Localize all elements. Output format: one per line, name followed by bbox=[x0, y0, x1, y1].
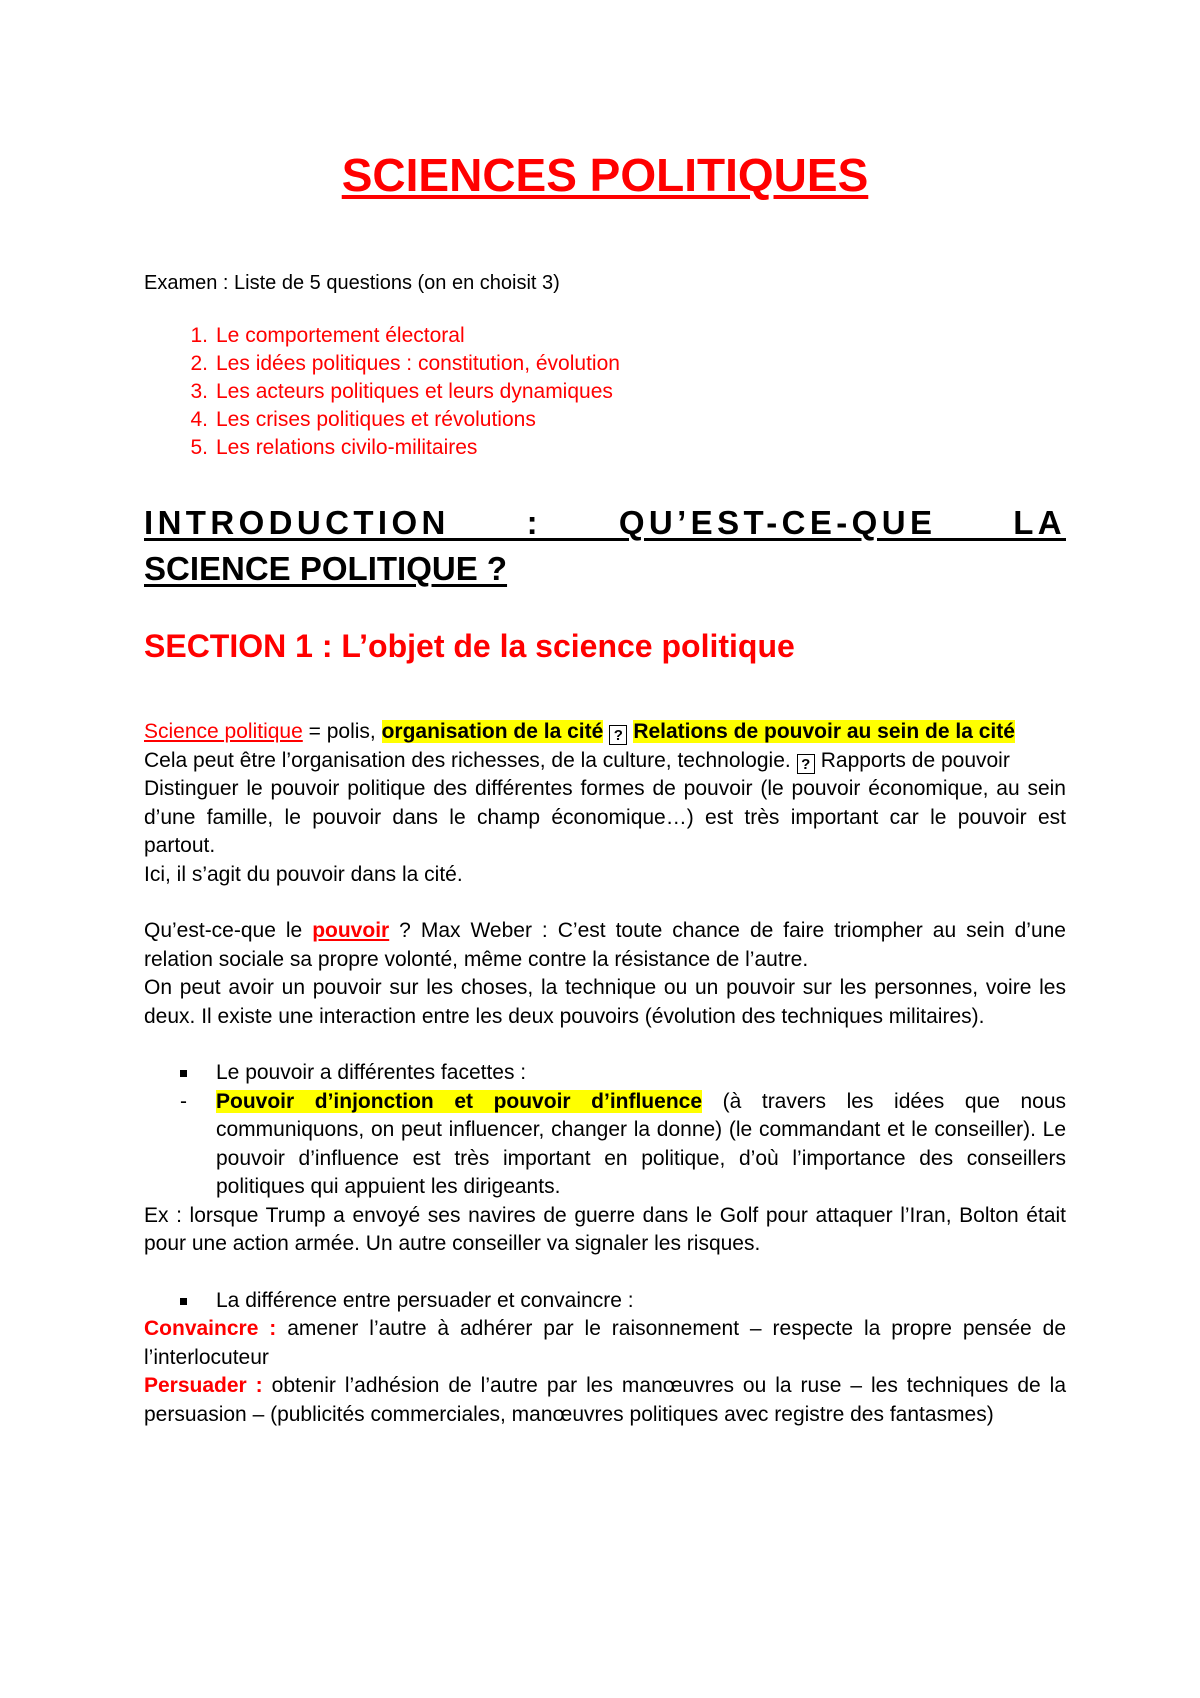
document-page bbox=[144, 0, 1066, 1698]
term-science-politique: Science politique bbox=[144, 720, 303, 743]
paragraph: Persuader : obtenir l’adhésion de l’autre par les manœuvres ou la ruse – les techniques de la persuasion – (publicités commerciales, manœuvres politiques avec registre des fantasmes) bbox=[144, 1374, 1066, 1426]
list-item: 2. Les idées politiques : constitution, évolution bbox=[190, 352, 620, 375]
highlight: Relations de pouvoir au sein de la cité bbox=[633, 720, 1015, 743]
square-bullet-icon bbox=[180, 1298, 187, 1305]
paragraph: Science politique = polis, organisation de la cité ? Relations de pouvoir au sein de la cité bbox=[144, 720, 1015, 744]
question-list bbox=[144, 322, 620, 462]
list-item: 3. Les acteurs politiques et leurs dynamiques bbox=[190, 380, 613, 403]
paragraph: Qu’est-ce-que le pouvoir ? Max Weber : C’est toute chance de faire triompher au sein d’une relation sociale sa propre volonté, même contre la résistance de l’autre. bbox=[144, 919, 1066, 971]
introduction-heading: INTRODUCTION : QU’EST-CE-QUE LA SCIENCE POLITIQUE ? bbox=[144, 504, 1066, 587]
bullet-item: Le pouvoir a différentes facettes : bbox=[144, 1059, 1066, 1088]
missing-glyph-icon: ? bbox=[797, 754, 815, 774]
dash-item: - Pouvoir d’injonction et pouvoir d’influence (à travers les idées que nous communiquons, on peut influencer, changer la donne) (le commandant et le conseiller). Le pouvoir d’influence est très important en politique, d’où l’importance des conseillers politiques qui appuient les dirigeants. bbox=[180, 1089, 1066, 1198]
bullet-item: La différence entre persuader et convaincre : bbox=[144, 1287, 1066, 1316]
term-persuader: Persuader : bbox=[144, 1374, 263, 1397]
paragraph: On peut avoir un pouvoir sur les choses, la technique ou un pouvoir sur les personnes, voire les deux. Il existe une interaction entre les deux pouvoirs (évolution des techniques militaires). bbox=[144, 976, 1066, 1028]
document-body bbox=[144, 718, 1066, 1429]
paragraph: Ex : lorsque Trump a envoyé ses navires de guerre dans le Golf pour attaquer l’Iran, Bolton était pour une action armée. Un autre conseiller va signaler les risques. bbox=[144, 1203, 1066, 1255]
document-title: SCIENCES POLITIQUES bbox=[341, 149, 869, 201]
term-pouvoir: pouvoir bbox=[312, 919, 390, 942]
paragraph: Cela peut être l’organisation des richesses, de la culture, technologie. ? Rapports de pouvoir bbox=[144, 748, 1010, 773]
highlight: organisation de la cité bbox=[381, 720, 604, 743]
list-item: 1. Le comportement électoral bbox=[190, 324, 465, 347]
term-convaincre: Convaincre : bbox=[144, 1317, 277, 1340]
list-item: 5. Les relations civilo-militaires bbox=[190, 436, 478, 459]
section-heading: SECTION 1 : L’objet de la science politique bbox=[144, 628, 795, 664]
square-bullet-icon bbox=[180, 1070, 187, 1077]
paragraph: Ici, il s’agit du pouvoir dans la cité. bbox=[144, 862, 463, 886]
list-item: 4. Les crises politiques et révolutions bbox=[190, 408, 536, 431]
dash-bullet: - bbox=[180, 1089, 187, 1113]
paragraph: Convaincre : amener l’autre à adhérer par le raisonnement – respecte la propre pensée de l’interlocuteur bbox=[144, 1317, 1066, 1369]
missing-glyph-icon: ? bbox=[609, 725, 627, 745]
highlight: Pouvoir d’injonction et pouvoir d’influence bbox=[216, 1089, 703, 1113]
paragraph: Distinguer le pouvoir politique des différentes formes de pouvoir (le pouvoir économique, au sein d’une famille, le pouvoir dans le champ économique…) est très important car le pouvoir est partout. bbox=[144, 777, 1066, 857]
exam-line: Examen : Liste de 5 questions (on en choisit 3) bbox=[144, 272, 560, 294]
